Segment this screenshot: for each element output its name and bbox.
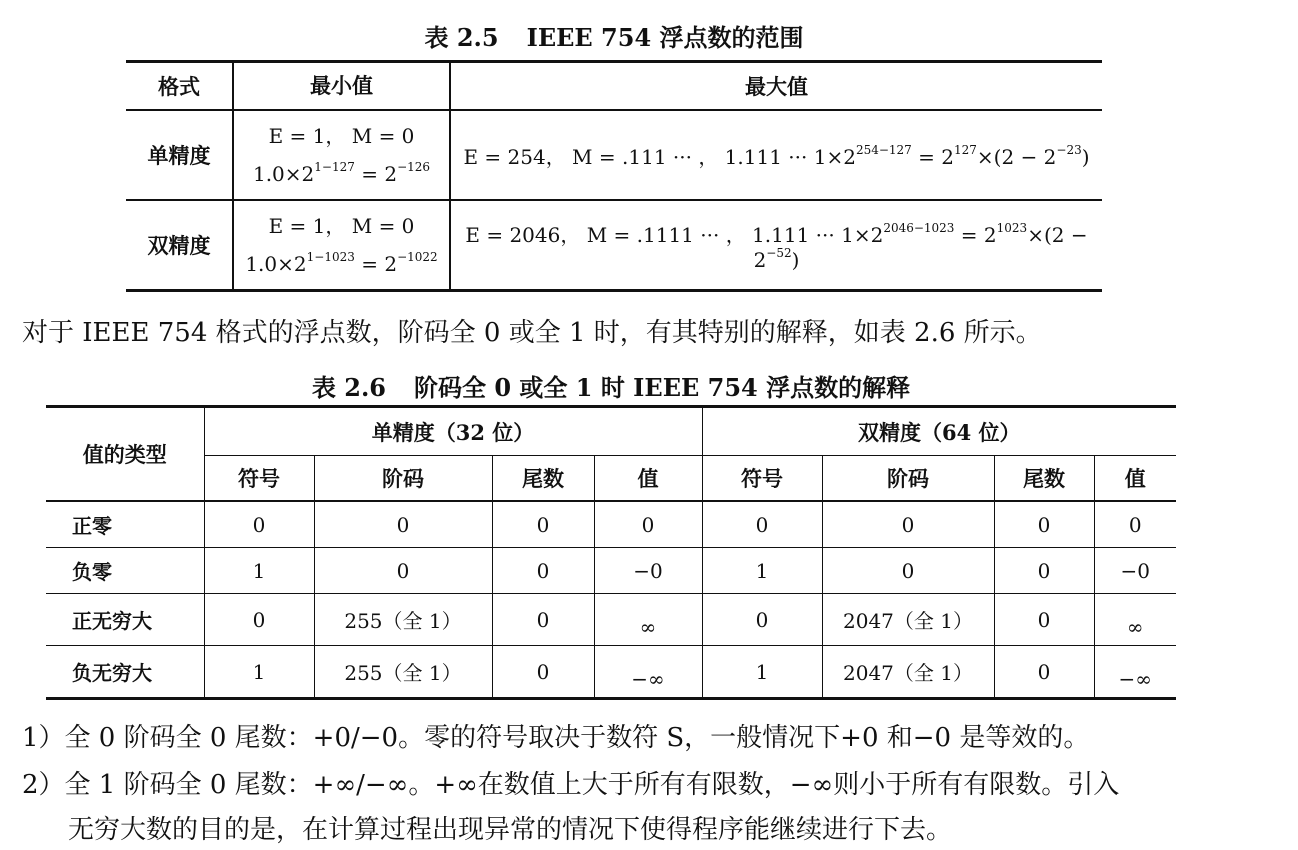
max-value-cell: E = 2046， M = .1111 ··· ， 1.111 ··· $1\times 2^{2046-1023} = 2^{1023}\times(2 - 2^{-52})$ [450,200,1102,291]
single-sign-cell: 0 [204,594,314,646]
single-sign-cell: 0 [204,501,314,548]
header-single-mantissa: 尾数 [492,456,594,502]
table-2-6-header-row-1 [46,407,1176,456]
min-value-line1: E = 1， M = 0 [268,214,415,238]
double-mantissa-cell: 0 [994,501,1094,548]
table-2-5-caption [126,18,1102,53]
double-value-cell: −∞ [1094,646,1176,699]
table-row [126,110,1102,200]
header-min-value: 最小值 [233,62,450,111]
single-mantissa-cell: 0 [492,594,594,646]
header-double-mantissa: 尾数 [994,456,1094,502]
format-cell: 双精度 [126,200,233,291]
table-2-6-caption [46,368,1176,403]
single-exponent-cell: 0 [314,501,492,548]
note-2-continued: 无穷大数的目的是，在计算过程出现异常的情况下使得程序能继续进行下去。 [68,815,953,845]
header-single-exponent: 阶码 [314,456,492,502]
table-2-6-title: 阶码全 0 或全 1 时 IEEE 754 浮点数的解释 [414,373,911,402]
header-single-sign: 符号 [204,456,314,502]
note-1: 1）全 0 阶码全 0 尾数：+0/−0。零的符号取决于数符 S，一般情况下+0 和−0 是等效的。 [22,723,1090,753]
table-row [46,594,1176,646]
table-row [126,200,1102,291]
min-value-line2: $1.0\times 2^{1-127} = 2^{-126}$ [252,160,431,186]
table-2-6-header-row-2 [46,456,1176,502]
value-type-cell: 负无穷大 [46,646,204,699]
header-double-sign: 符号 [702,456,822,502]
double-value-cell: ∞ [1094,594,1176,646]
double-sign-cell: 1 [702,548,822,594]
single-exponent-cell: 0 [314,548,492,594]
format-cell: 单精度 [126,110,233,200]
single-value-cell: 0 [594,501,702,548]
table-2-5-number: 表 2.5 [424,23,499,52]
table-2-5 [126,60,1102,292]
header-max-value: 最大值 [450,62,1102,111]
double-mantissa-cell: 0 [994,646,1094,699]
single-sign-cell: 1 [204,548,314,594]
single-mantissa-cell: 0 [492,646,594,699]
single-value-cell: −∞ [594,646,702,699]
double-value-cell: −0 [1094,548,1176,594]
single-sign-cell: 1 [204,646,314,699]
table-2-5-title: IEEE 754 浮点数的范围 [526,23,804,52]
header-double-exponent: 阶码 [822,456,994,502]
header-format: 格式 [126,62,233,111]
header-double-precision: 双精度（64 位） [702,407,1176,456]
double-mantissa-cell: 0 [994,594,1094,646]
double-value-cell: 0 [1094,501,1176,548]
table-2-6 [46,405,1176,700]
single-exponent-cell: 255（全 1） [314,594,492,646]
table-row [46,501,1176,548]
double-exponent-cell: 2047（全 1） [822,594,994,646]
single-value-cell: ∞ [594,594,702,646]
header-value-type: 值的类型 [46,407,204,502]
double-exponent-cell: 2047（全 1） [822,646,994,699]
double-mantissa-cell: 0 [994,548,1094,594]
table-2-5-header-row [126,62,1102,111]
double-exponent-cell: 0 [822,548,994,594]
min-value-line1: E = 1， M = 0 [268,124,415,148]
table-row [46,646,1176,699]
single-exponent-cell: 255（全 1） [314,646,492,699]
header-double-value: 值 [1094,456,1176,502]
double-sign-cell: 0 [702,594,822,646]
intro-paragraph: 对于 IEEE 754 格式的浮点数，阶码全 0 或全 1 时，有其特别的解释，如表 2.6 所示。 [22,318,1042,348]
max-value-cell: E = 254， M = .111 ··· ， 1.111 ··· $1\times 2^{254-127} = 2^{127}\times(2 - 2^{-23})$ [450,110,1102,200]
header-single-value: 值 [594,456,702,502]
min-value-line2: $1.0\times 2^{1-1023} = 2^{-1022}$ [245,250,438,276]
table-2-6-number: 表 2.6 [311,373,386,402]
value-type-cell: 正零 [46,501,204,548]
single-value-cell: −0 [594,548,702,594]
double-sign-cell: 0 [702,501,822,548]
value-type-cell: 正无穷大 [46,594,204,646]
note-2: 2）全 1 阶码全 0 尾数：+∞/−∞。+∞在数值上大于所有有限数，−∞则小于所有有限数。引入 [22,770,1120,800]
min-value-cell [233,200,450,291]
value-type-cell: 负零 [46,548,204,594]
min-value-cell [233,110,450,200]
table-row [46,548,1176,594]
header-single-precision: 单精度（32 位） [204,407,702,456]
single-mantissa-cell: 0 [492,501,594,548]
double-sign-cell: 1 [702,646,822,699]
double-exponent-cell: 0 [822,501,994,548]
single-mantissa-cell: 0 [492,548,594,594]
